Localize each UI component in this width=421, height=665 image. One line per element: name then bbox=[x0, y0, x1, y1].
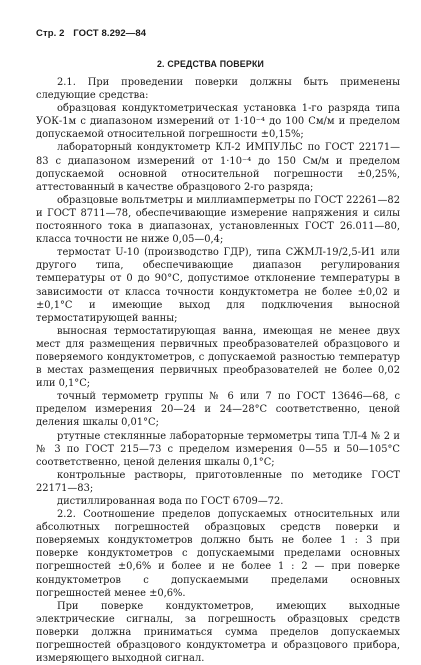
page-header bbox=[36, 28, 146, 39]
paragraph-precise-thermometer: точный термометр группы № 6 или 7 по ГОСТ 13646—68, с пределом измерения 20—24 и 24—28°С соответственно, ценой деления шкалы 0,01°С; bbox=[36, 391, 400, 429]
paragraph-output-signals: При поверке кондуктометров, имеющих выходные электрические сигналы, за погрешность образцовых средств поверки должна приниматься сумма пределов допускаемых погрешностей образцового кондуктометра и образцового прибора, измеряющего выходной сигнал. bbox=[36, 600, 400, 665]
paragraph-uok: образцовая кондуктометрическая установка 1-го разряда типа УОК-1м с диапазоном измерений от 1·10⁻⁴ до 100 См/м и пределом допускаемой относительной погрешности ±0,15%; bbox=[36, 103, 400, 141]
paragraph-control-solutions: контрольные растворы, приготовленные по методике ГОСТ 22171—83; bbox=[36, 469, 400, 494]
standard-designation: ГОСТ 8.292—84 bbox=[73, 28, 147, 39]
paragraph-kl2: лабораторный кондуктометр КЛ-2 ИМПУЛЬС по ГОСТ 22171—83 с диапазоном измерений от 1·10⁻⁴ до 150 См/м и пределом допускаемой основной относительной погрешности ±0,25%, аттестованный в качестве образцового 2-го разряда; bbox=[36, 142, 400, 193]
paragraph-distilled-water: дистиллированная вода по ГОСТ 6709—72. bbox=[57, 496, 284, 507]
document-body bbox=[36, 76, 400, 665]
page-number: Стр. 2 bbox=[36, 28, 65, 39]
section-title: 2. СРЕДСТВА ПОВЕРКИ bbox=[156, 59, 265, 69]
paragraph-2-1: 2.1. При проведении поверки должны быть применены следующие средства: bbox=[36, 77, 400, 102]
paragraph-mercury-thermometers: ртутные стеклянные лабораторные термометры типа ТЛ-4 № 2 и № 3 по ГОСТ 215—73 с пределом измерения 0—55 и 50—105°С соответственно, ценой деления шкалы 0,1°С; bbox=[36, 430, 400, 468]
paragraph-voltmeters: образцовые вольтметры и миллиамперметры по ГОСТ 22261—82 и ГОСТ 8711—78, обеспечивающие измерение напряжения и силы постоянного тока в диапазонах, установленных ГОСТ 26.011—80, класса точности не ниже 0,05—0,4; bbox=[36, 194, 400, 246]
paragraph-bath: выносная термостатирующая ванна, имеющая не менее двух мест для размещения первичных преобразователей образцового и поверяемого кондуктометров, с допускаемой разностью температур в местах размещения первичных преобразователей не более 0,02 или 0,1°С; bbox=[36, 325, 400, 390]
paragraph-2-2: 2.2. Соотношение пределов допускаемых относительных или абсолютных погрешностей образцовых средств поверки и поверяемых кондуктометров должно быть не более 1 : 3 при поверке кондуктометров с допускаемыми пределами основных погрешностей ±0,6% и более и не более 1 : 2 — при поверке кондуктометров с допускаемыми пределами основных погрешностей менее ±0,6%. bbox=[36, 509, 400, 599]
paragraph-thermostat: термостат U-10 (производство ГДР), типа СЖМЛ-19/2,5-И1 или другого типа, обеспечивающие диапазон регулирования температуры от 0 до 90°С, допустимое отклонение температуры в зависимости от класса точности кондуктометра не более ±0,02 и ±0,1°С и имеющие выход для подключения выносной термостатирующей ванны; bbox=[36, 247, 400, 324]
